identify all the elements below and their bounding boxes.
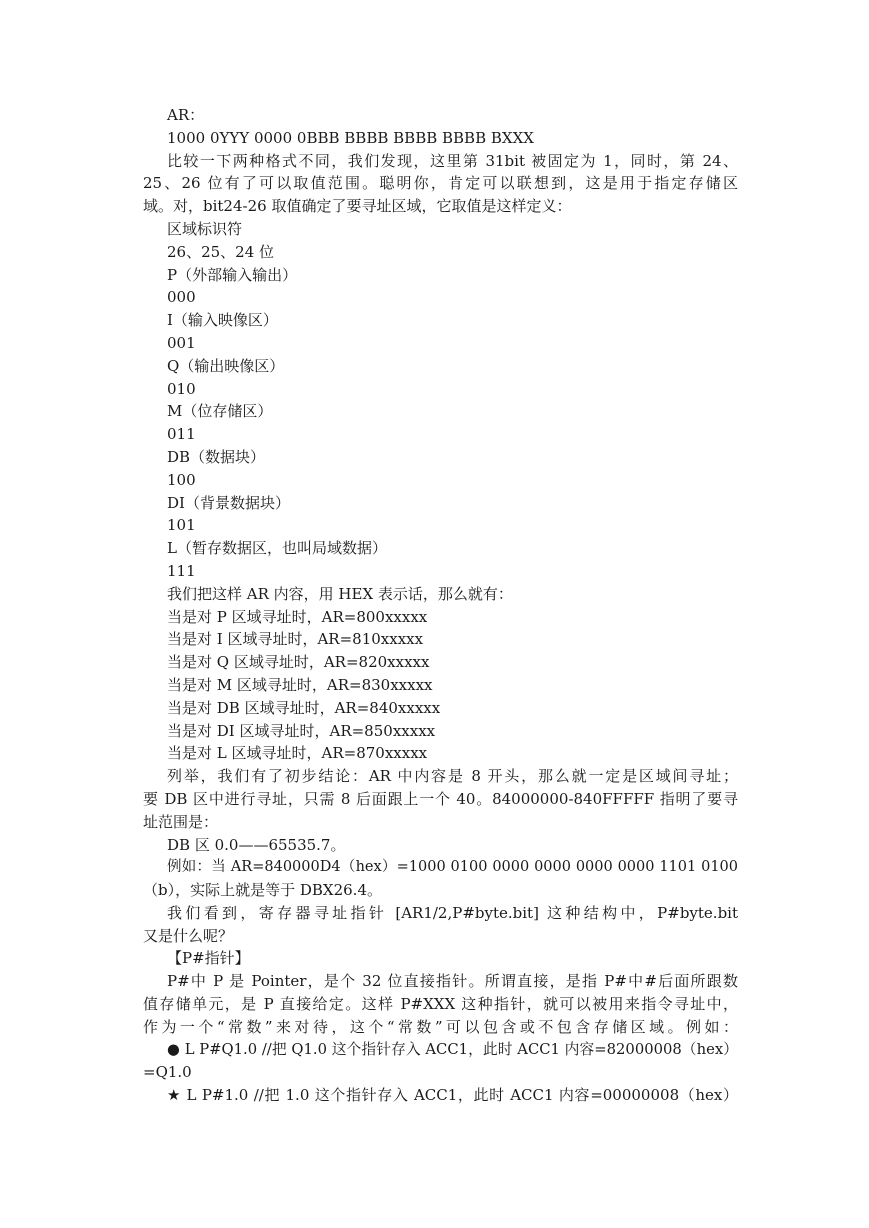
text-line: 010 — [167, 379, 196, 398]
text-line: 当是对 DI 区域寻址时，AR=850xxxxx — [167, 721, 436, 740]
text-line: P（外部输入输出） — [167, 265, 298, 284]
text-line: 比较一下两种格式不同，我们发现，这里第 31bit 被固定为 1，同时，第 24、 — [167, 151, 738, 170]
text-line: 又是什么呢？ — [143, 926, 234, 945]
text-line: ● L P#Q1.0 //把 Q1.0 这个指针存入 ACC1，此时 ACC1 内容=82000008（hex） — [167, 1040, 738, 1058]
text-line: 域。对，bit24-26 取值确定了要寻址区域，它取值是这样定义： — [143, 197, 572, 216]
text-line: 100 — [167, 470, 196, 489]
text-line: 作为一个“常数”来对待，这个“常数”可以包含或不包含存储区域。例如： — [143, 1017, 738, 1036]
text-line: 值存储单元，是 P 直接给定。这样 P#XXX 这种指针，就可以被用来指令寻址中， — [143, 995, 738, 1014]
text-line: （b），实际上就是等于 DBX26.4。 — [143, 881, 382, 900]
text-line: P#中 P 是 Pointer，是个 32 位直接指针。所谓直接，是指 P#中#后面所跟数 — [167, 972, 738, 991]
text-line: 当是对 Q 区域寻址时，AR=820xxxxx — [167, 653, 430, 672]
text-line: ★ L P#1.0 //把 1.0 这个指针存入 ACC1，此时 ACC1 内容=00000008（hex） — [167, 1086, 738, 1105]
text-line: 001 — [167, 333, 196, 352]
text-line: L（暂存数据区，也叫局域数据） — [167, 539, 387, 558]
text-line: 000 — [167, 288, 196, 307]
text-line: M（位存储区） — [167, 402, 273, 421]
text-line: 当是对 P 区域寻址时，AR=800xxxxx — [167, 607, 428, 626]
text-line: 例如：当 AR=840000D4（hex）=1000 0100 0000 0000 0000 0000 1101 0100 — [167, 859, 738, 876]
text-line: DI（背景数据块） — [167, 493, 290, 512]
text-line: 我们把这样 AR 内容，用 HEX 表示话，那么就有： — [167, 584, 513, 603]
text-line: I（输入映像区） — [167, 311, 278, 330]
text-line: DB 区 0.0——65535.7。 — [167, 835, 346, 854]
text-line: 111 — [167, 561, 196, 580]
text-line: 当是对 I 区域寻址时，AR=810xxxxx — [167, 630, 424, 649]
text-line: AR： — [167, 106, 205, 124]
document-body — [143, 104, 738, 1107]
text-line: 当是对 L 区域寻址时，AR=870xxxxx — [167, 744, 428, 763]
text-line: 址范围是： — [143, 812, 219, 831]
text-line: 要 DB 区中进行寻址，只需 8 后面跟上一个 40。84000000-840FFFFF 指明了要寻 — [143, 789, 738, 808]
text-line: 26、25、24 位 — [167, 242, 275, 261]
text-line: 列举，我们有了初步结论：AR 中内容是 8 开头，那么就一定是区域间寻址； — [167, 767, 738, 786]
text-line: 【P#指针】 — [167, 949, 250, 968]
text-line: 当是对 M 区域寻址时，AR=830xxxxx — [167, 675, 433, 694]
text-line: 我们看到，寄存器寻址指针 [AR1/2,P#byte.bit] 这种结构中，P#byte.bit — [167, 903, 738, 922]
text-line: 区域标识符 — [167, 219, 243, 238]
text-line: =Q1.0 — [143, 1063, 192, 1082]
text-line: 25、26 位有了可以取值范围。聪明你，肯定可以联想到，这是用于指定存储区 — [143, 174, 738, 193]
text-line: 011 — [167, 425, 196, 444]
text-line: Q（输出映像区） — [167, 356, 285, 375]
text-line: 101 — [167, 516, 196, 535]
text-line: 1000 0YYY 0000 0BBB BBBB BBBB BBBB BXXX — [167, 128, 534, 147]
text-line: 当是对 DB 区域寻址时，AR=840xxxxx — [167, 698, 441, 717]
text-line: DB（数据块） — [167, 447, 266, 466]
